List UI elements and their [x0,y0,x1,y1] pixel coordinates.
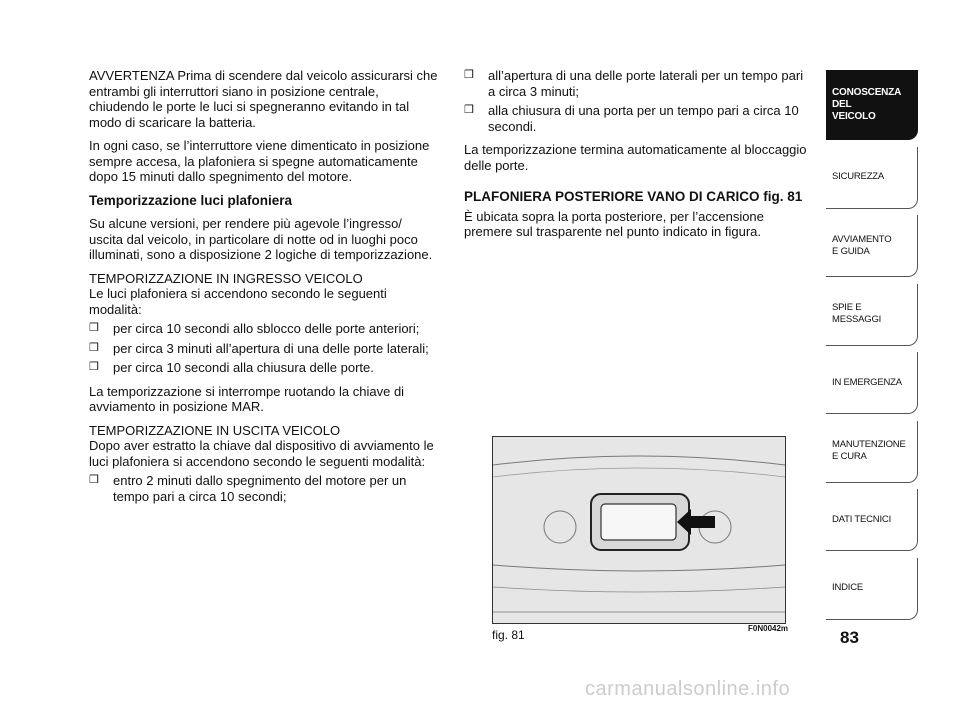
tab-manutenzione-e-cura[interactable]: MANUTENZIONE E CURA [826,421,918,483]
watermark: carmanualsonline.info [585,678,791,700]
figure-rear-light [492,436,786,624]
tab-avviamento-e-guida[interactable]: AVVIAMENTO E GUIDA [826,215,918,277]
subsection-heading: TEMPORIZZAZIONE IN INGRESSO VEICOLO [89,270,363,286]
figure-caption: fig. 81 [492,628,525,642]
list-item: ❒ alla chiusura di una porta per un tempo pari a circa 10 secondi. [464,103,799,134]
warning-paragraph: AVVERTENZA Prima di scendere dal veicolo assicurarsi che entrambi gli interruttori siano in posizione centrale, chiudendo le porte le luci si spegneranno evitando in tal modo di scaricare la batteria. [89,68,438,130]
rear-cargo-light-illustration [493,437,785,623]
list-item: ❒ per circa 3 minuti all’apertura di una delle porte laterali; [89,340,429,356]
left-column [89,68,439,508]
tab-dati-tecnici[interactable]: DATI TECNICI [826,489,918,551]
figure-code: F0N0042m [748,624,789,633]
list-item: ❒ per circa 10 secondi alla chiusura delle porte. [89,360,374,375]
paragraph: La temporizzazione si interrompe ruotando la chiave di avviamento in posizione MAR. [89,383,405,414]
bullet-icon: ❒ [464,104,474,116]
tab-sicurezza[interactable]: SICUREZZA [826,147,918,209]
paragraph: La temporizzazione termina automaticamente al bloccaggio delle porte. [464,142,807,173]
tab-indice[interactable]: INDICE [826,558,918,620]
right-column [464,68,809,248]
bullet-icon: ❒ [89,474,99,486]
chapter-tabs [826,70,918,626]
tab-conoscenza-del-veicolo[interactable]: CONOSCENZA DEL VEICOLO [826,70,918,140]
list-item: ❒ entro 2 minuti dallo spegnimento del motore per un tempo pari a circa 10 secondi; [89,473,407,504]
paragraph: È ubicata sopra la porta posteriore, per l’accensione premere sul trasparente nel punto indicato in figura. [464,208,764,239]
tab-spie-e-messaggi[interactable]: SPIE E MESSAGGI [826,284,918,346]
bullet-icon: ❒ [89,322,99,334]
paragraph: Su alcune versioni, per rendere più agevole l’ingresso/ uscita dal veicolo, in particolare di notte od in luoghi poco illuminati, sono a disposizione 2 logiche di temporizzazione. [89,216,433,262]
list-item: ❒ all’apertura di una delle porte laterali per un tempo pari a circa 3 minuti; [464,68,804,99]
bullet-icon: ❒ [464,69,474,81]
tab-in-emergenza[interactable]: IN EMERGENZA [826,352,918,414]
section-heading: PLAFONIERA POSTERIORE VANO DI CARICO fig. 81 [464,189,803,204]
page-number: 83 [840,628,859,647]
section-heading: Temporizzazione luci plafoniera [89,192,293,208]
bullet-icon: ❒ [89,341,99,354]
paragraph: Dopo aver estratto la chiave dal dispositivo di avviamento le luci plafoniera si accendono secondo le seguenti modalità: [89,438,434,469]
list-item: ❒ per circa 10 secondi allo sblocco delle porte anteriori; [89,321,420,336]
paragraph: In ogni caso, se l’interruttore viene dimenticato in posizione sempre accesa, la plafoniera si spegne automaticamente dopo 15 minuti dallo spegnimento del motore. [89,138,430,184]
subsection-heading: TEMPORIZZAZIONE IN USCITA VEICOLO [89,422,341,438]
paragraph: Le luci plafoniera si accendono secondo le seguenti modalità: [89,286,387,317]
bullet-icon: ❒ [89,361,99,373]
